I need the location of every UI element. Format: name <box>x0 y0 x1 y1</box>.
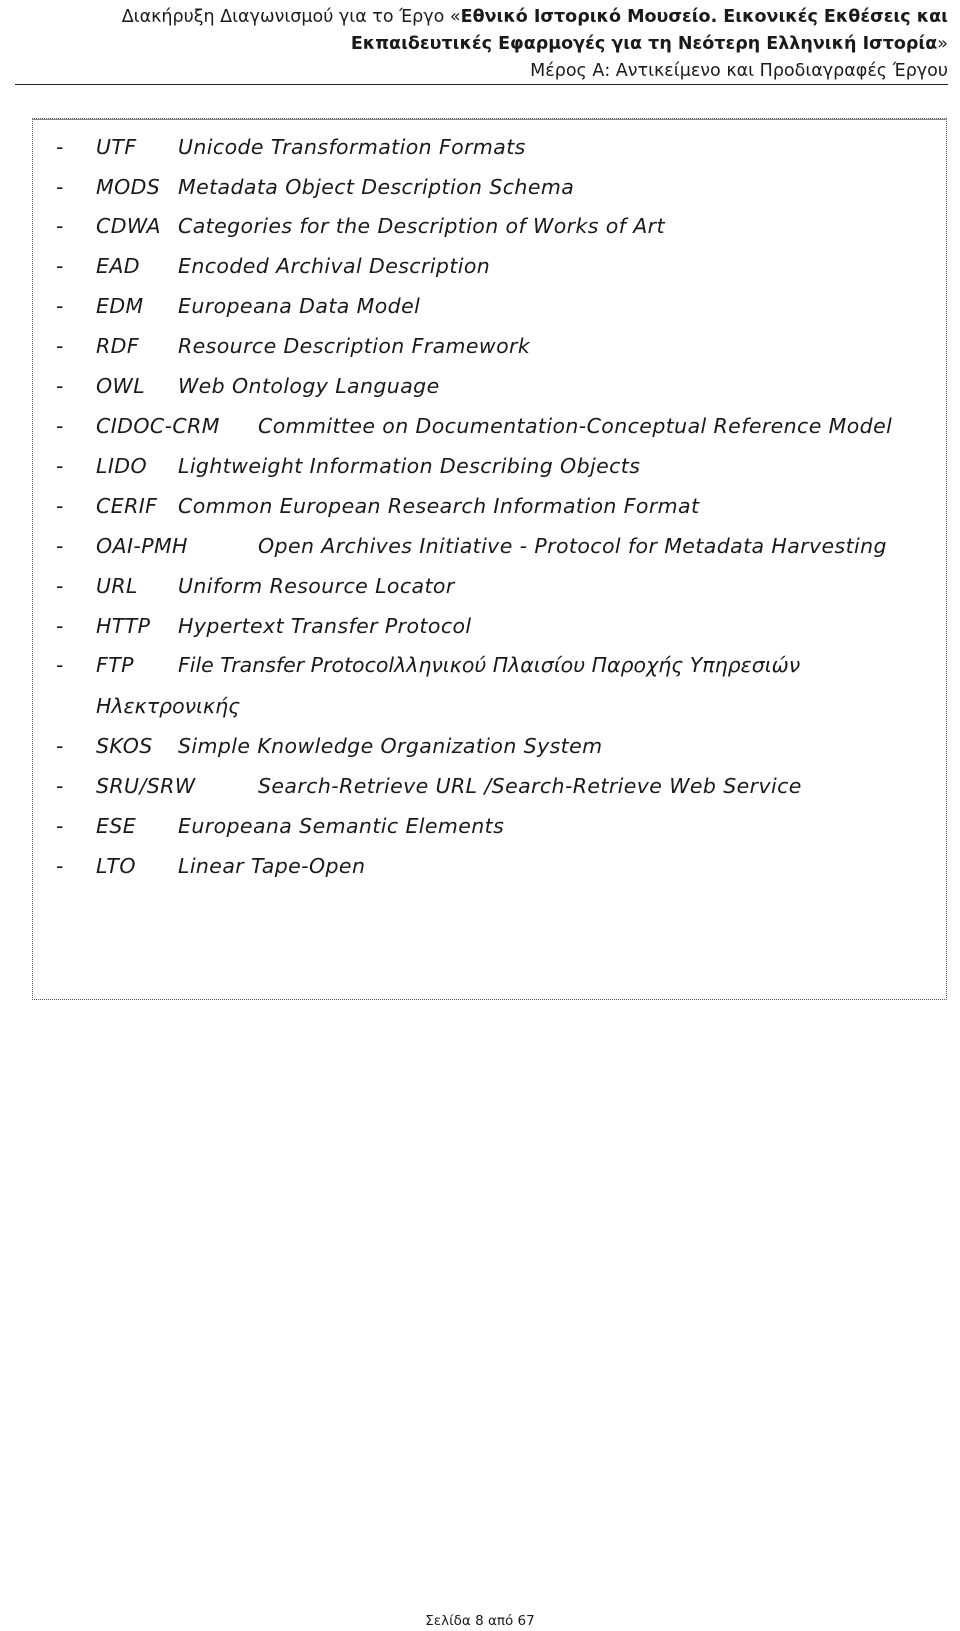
list-bullet: - <box>56 814 64 838</box>
header-title-prefix: Διακήρυξη Διαγωνισμού για το Έργο « <box>121 7 461 27</box>
abbreviation-description: Linear Tape-Open <box>178 854 366 878</box>
list-bullet: - <box>56 254 64 278</box>
abbreviation-description: Metadata Object Description Schema <box>178 175 575 199</box>
list-bullet: - <box>56 774 64 798</box>
abbreviation-description: Committee on Documentation-Conceptual Reference Model <box>258 414 893 438</box>
list-bullet: - <box>56 574 64 598</box>
list-bullet: - <box>56 135 64 159</box>
list-bullet: - <box>56 734 64 758</box>
abbreviation-description: Common European Research Information Format <box>178 494 700 518</box>
header-divider <box>15 84 948 85</box>
abbreviation: OWL <box>96 374 146 398</box>
abbreviation-description-continuation: Ηλεκτρονικής <box>96 694 241 718</box>
abbreviation-description: Hypertext Transfer Protocol <box>178 614 472 638</box>
abbreviation: CDWA <box>96 214 161 238</box>
abbreviation: EAD <box>96 254 140 278</box>
abbreviation: CIDOC-CRM <box>96 414 220 438</box>
abbreviation: OAI-PMH <box>96 534 188 558</box>
abbreviation: EDM <box>96 294 144 318</box>
list-bullet: - <box>56 534 64 558</box>
list-bullet: - <box>56 374 64 398</box>
abbreviation-description: File Transfer Protocolλληνικού Πλαισίου Παροχής Υπηρεσιών <box>178 653 801 677</box>
list-bullet: - <box>56 414 64 438</box>
abbreviation-description: Open Archives Initiative - Protocol for Metadata Harvesting <box>258 534 887 558</box>
abbreviation: CERIF <box>96 494 158 518</box>
header-title-suffix: » <box>937 34 948 54</box>
abbreviation-description: Categories for the Description of Works of Art <box>178 214 665 238</box>
header-subtitle: Μέρος Α: Αντικείμενο και Προδιαγραφές Έργου <box>530 61 948 81</box>
list-bullet: - <box>56 214 64 238</box>
header-title-bold-1: Εθνικό Ιστορικό Μουσείο. Εικονικές Εκθέσεις και <box>460 7 948 27</box>
abbreviation: RDF <box>96 334 140 358</box>
abbreviation-description: Lightweight Information Describing Objects <box>178 454 641 478</box>
abbreviation: LIDO <box>96 454 147 478</box>
header-title-bold-2: Εκπαιδευτικές Εφαρμογές για τη Νεότερη Ελληνική Ιστορία <box>350 34 938 54</box>
abbreviation-description: Search-Retrieve URL /Search-Retrieve Web Service <box>258 774 802 798</box>
document-header <box>0 0 960 86</box>
list-bullet: - <box>56 294 64 318</box>
abbreviation: URL <box>96 574 138 598</box>
abbreviation: ESE <box>96 814 137 838</box>
abbreviation-description: Uniform Resource Locator <box>178 574 455 598</box>
abbreviation-description: Resource Description Framework <box>178 334 531 358</box>
abbreviation-description: Encoded Archival Description <box>178 254 491 278</box>
abbreviation: LTO <box>96 854 136 878</box>
list-bullet: - <box>56 334 64 358</box>
abbreviation: SRU/SRW <box>96 774 196 798</box>
list-bullet: - <box>56 175 64 199</box>
abbreviation-description: Europeana Data Model <box>178 294 421 318</box>
abbreviation: SKOS <box>96 734 153 758</box>
header-title-line-1 <box>122 6 948 28</box>
abbreviation-description: Unicode Transformation Formats <box>178 135 526 159</box>
list-bullet: - <box>56 454 64 478</box>
abbreviation: UTF <box>96 135 137 159</box>
abbreviation: MODS <box>96 175 161 199</box>
abbreviation: FTP <box>96 653 134 677</box>
list-bullet: - <box>56 494 64 518</box>
header-title-line-2 <box>351 33 948 55</box>
abbreviation: HTTP <box>96 614 151 638</box>
list-bullet: - <box>56 653 64 677</box>
list-bullet: - <box>56 854 64 878</box>
abbreviations-box <box>32 118 947 1000</box>
abbreviation-description: Europeana Semantic Elements <box>178 814 505 838</box>
abbreviation-description: Simple Knowledge Organization System <box>178 734 603 758</box>
page-number: Σελίδα 8 από 67 <box>425 1613 535 1629</box>
abbreviation-description: Web Ontology Language <box>178 374 440 398</box>
list-bullet: - <box>56 614 64 638</box>
